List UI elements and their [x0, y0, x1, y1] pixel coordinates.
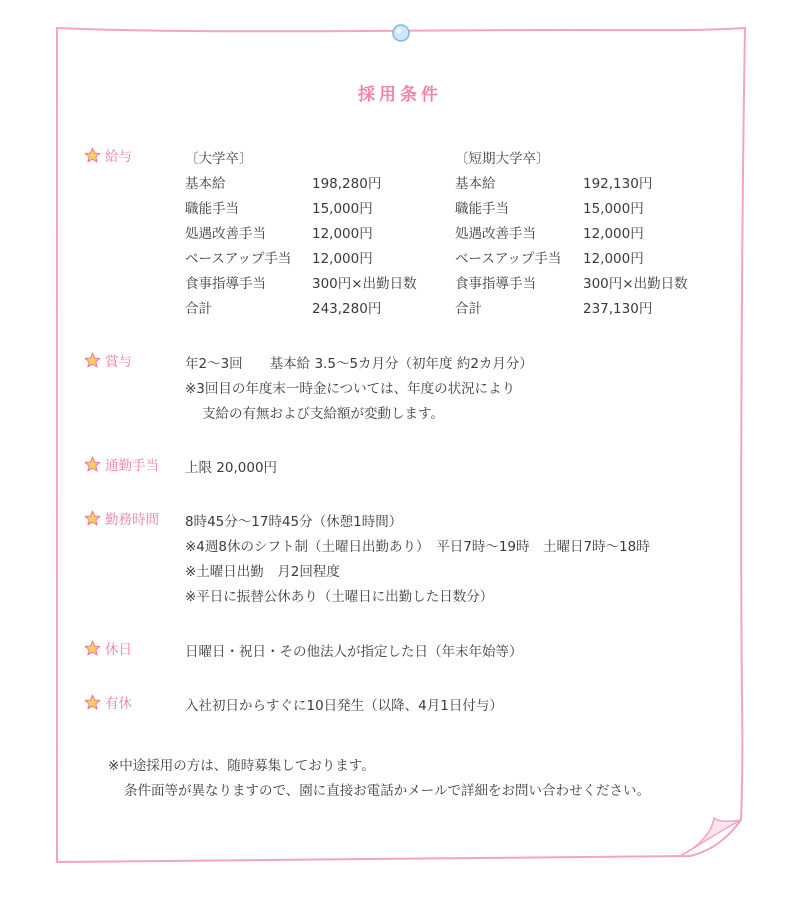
salary-col2-item: 処遇改善手当 [455, 226, 536, 242]
salary-col2-amount: 15,000円 [583, 201, 644, 217]
commute-text: 上限 20,000円 [185, 460, 278, 476]
holidays-text: 日曜日・祝日・その他法人が指定した日（年末年始等） [185, 644, 523, 660]
hours-label-text: 勤務時間 [105, 512, 159, 528]
star-icon [84, 456, 101, 473]
salary-col1-item: 食事指導手当 [185, 276, 266, 292]
paid-leave-label-text: 有休 [105, 696, 132, 712]
salary-col2-item: ベースアップ手当 [455, 251, 562, 267]
salary-col1-item: 職能手当 [185, 201, 239, 217]
hours-line: 8時45分～17時45分（休憩1時間） [185, 514, 403, 530]
salary-label [84, 145, 132, 165]
salary-col2-amount: 237,130円 [583, 301, 653, 317]
salary-col1-heading: 〔大学卒〕 [185, 151, 253, 167]
paid-leave-text: 入社初日からすぐに10日発生（以降、4月1日付与） [185, 698, 503, 714]
salary-col2-amount: 300円×出勤日数 [583, 276, 688, 292]
page-title: 採用条件 [358, 85, 442, 105]
bonus-line: 年2～3回 基本給 3.5～5カ月分（初年度 約2カ月分） [185, 356, 533, 372]
star-icon [84, 510, 101, 527]
salary-col2-item: 職能手当 [455, 201, 509, 217]
pushpin-icon [390, 22, 412, 44]
salary-col1-item: 処遇改善手当 [185, 226, 266, 242]
salary-col1-item: 基本給 [185, 176, 226, 192]
star-icon [84, 147, 101, 164]
commute-label-text: 通勤手当 [105, 458, 159, 474]
salary-col1-amount: 198,280円 [312, 176, 382, 192]
salary-col2-amount: 12,000円 [583, 226, 644, 242]
star-icon [84, 640, 101, 657]
bonus-label [84, 350, 132, 370]
hours-note: ※4週8休のシフト制（土曜日出勤あり） 平日7時～19時 土曜日7時～18時 [185, 539, 650, 555]
commute-label [84, 454, 159, 474]
salary-col1-amount: 300円×出勤日数 [312, 276, 417, 292]
bonus-note: 支給の有無および支給額が変動します。 [202, 406, 444, 422]
salary-col2-item: 基本給 [455, 176, 496, 192]
hours-note: ※平日に振替公休あり（土曜日に出勤した日数分） [185, 589, 494, 605]
salary-col1-amount: 12,000円 [312, 251, 373, 267]
holidays-label [84, 638, 132, 658]
holidays-label-text: 休日 [105, 642, 132, 658]
salary-col2-amount: 12,000円 [583, 251, 644, 267]
footer-note: 条件面等が異なりますので、園に直接お電話かメールで詳細をお問い合わせください。 [124, 783, 650, 799]
salary-col1-amount: 12,000円 [312, 226, 373, 242]
salary-col2-heading: 〔短期大学卒〕 [455, 151, 550, 167]
salary-col2-item: 合計 [455, 301, 482, 317]
footer-note: ※中途採用の方は、随時募集しております。 [108, 758, 375, 774]
salary-label-text: 給与 [105, 149, 132, 165]
star-icon [84, 352, 101, 369]
salary-col2-amount: 192,130円 [583, 176, 653, 192]
salary-col1-item: ベースアップ手当 [185, 251, 292, 267]
salary-col1-amount: 15,000円 [312, 201, 373, 217]
paid-leave-label [84, 692, 132, 712]
bonus-note: ※3回目の年度末一時金については、年度の状況により [185, 381, 516, 397]
hours-note: ※土曜日出勤 月2回程度 [185, 564, 340, 580]
salary-col1-item: 合計 [185, 301, 212, 317]
bonus-label-text: 賞与 [105, 354, 132, 370]
salary-col1-amount: 243,280円 [312, 301, 382, 317]
salary-col2-item: 食事指導手当 [455, 276, 536, 292]
hours-label [84, 508, 159, 528]
star-icon [84, 694, 101, 711]
